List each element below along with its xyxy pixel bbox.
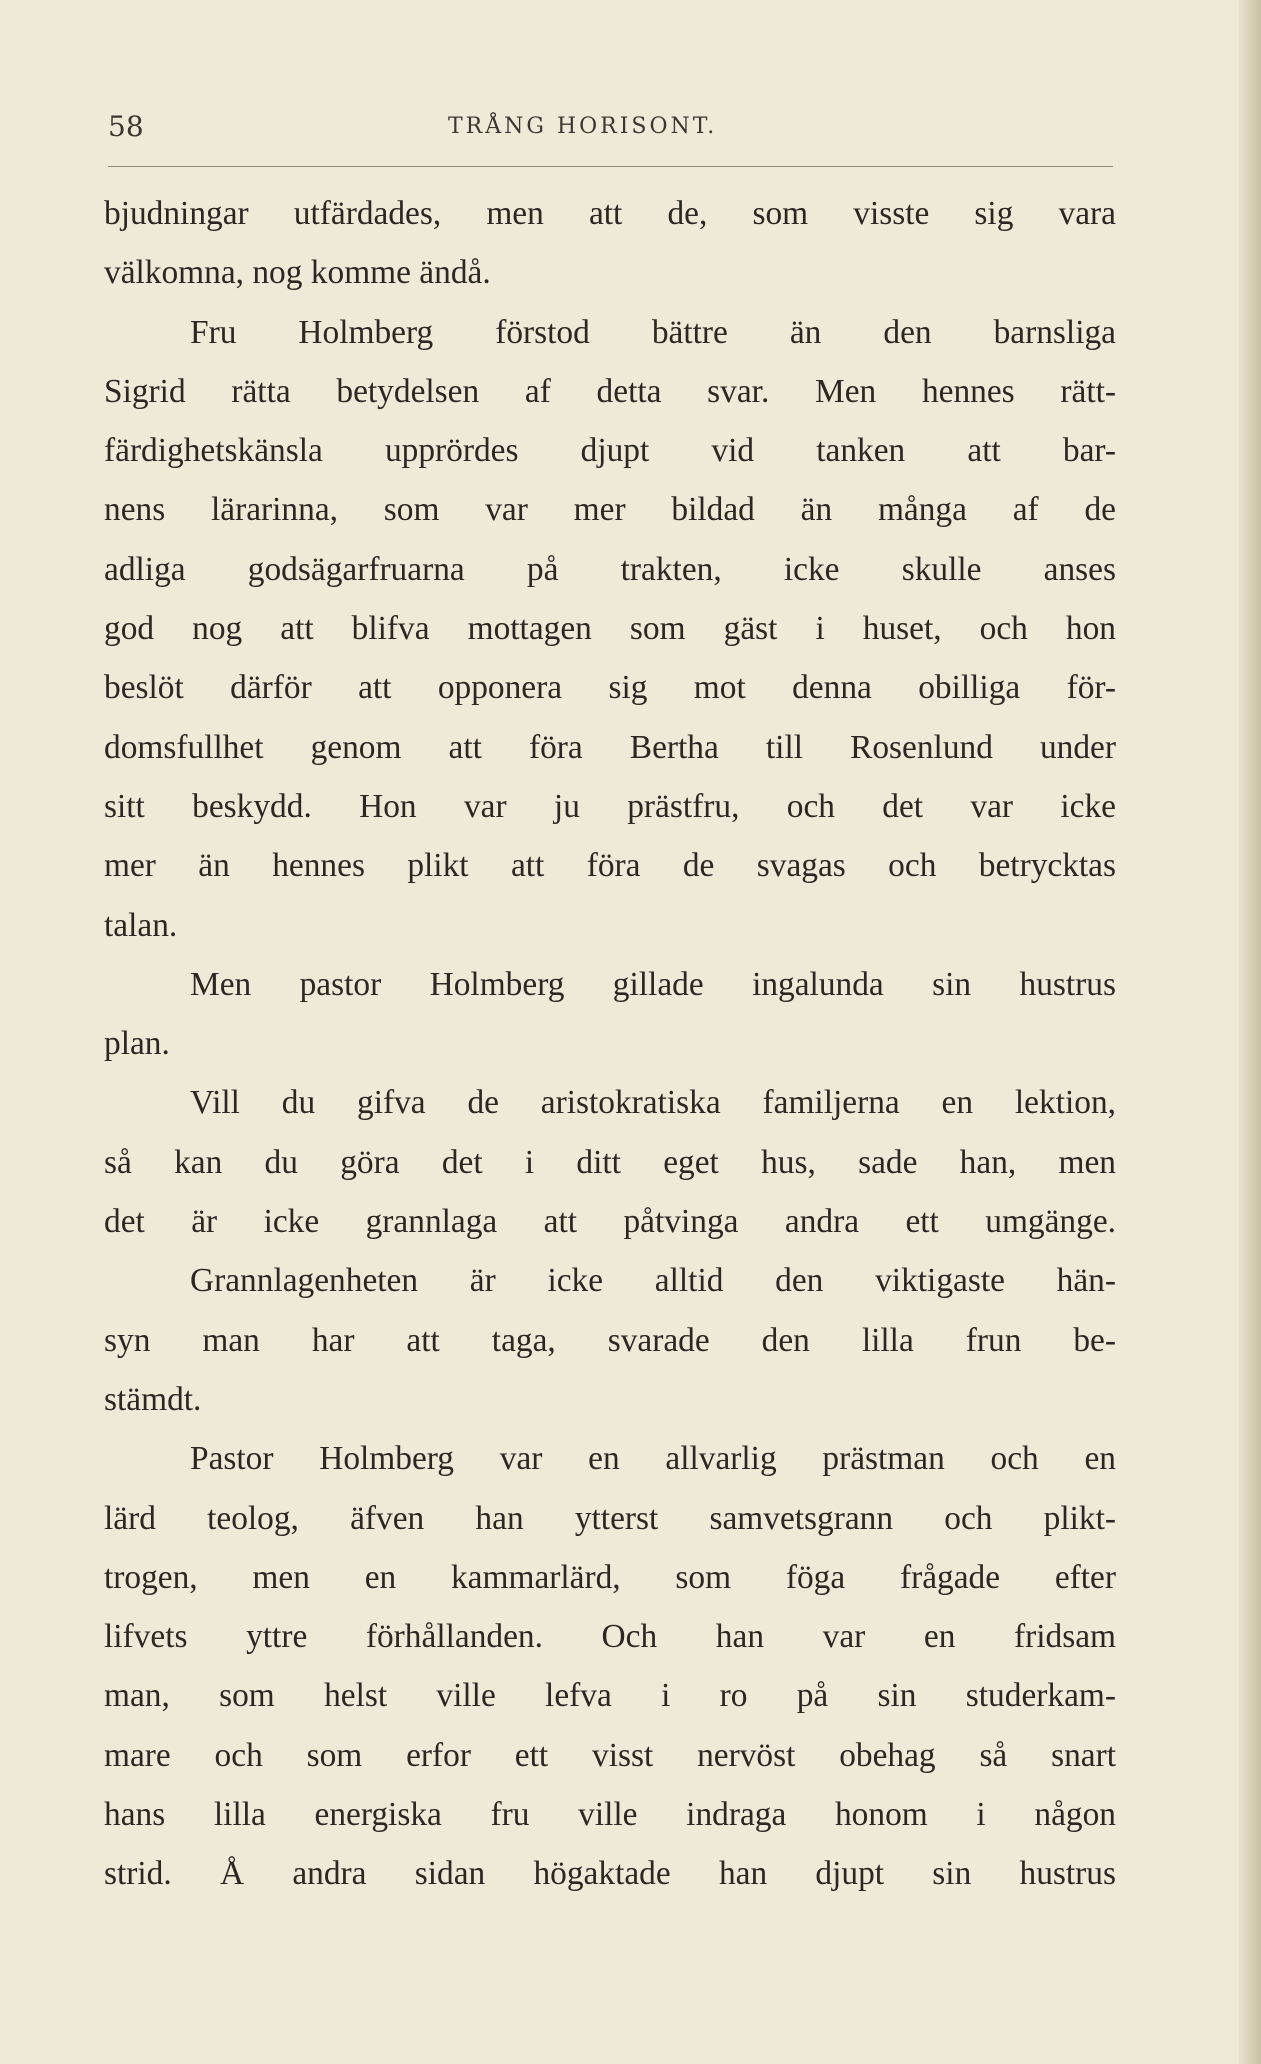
text-line: syn man har att taga, svarade den lilla frun be-: [104, 1321, 1116, 1359]
text-line: adliga godsägarfruarna på trakten, icke skulle anses: [104, 550, 1116, 588]
text-line: det är icke grannlaga att påtvinga andra ett umgänge.: [104, 1203, 1116, 1241]
text-line: Men pastor Holmberg gillade ingalunda sin hustrus: [190, 965, 1116, 1003]
text-line: Pastor Holmberg var en allvarlig prästman och en: [190, 1440, 1116, 1478]
body-text: [104, 184, 1116, 1904]
running-title: TRÅNG HORISONT.: [448, 114, 718, 139]
text-line: strid. Å andra sidan högaktade han djupt sin hustrus: [104, 1855, 1116, 1893]
text-line: beslöt därför att opponera sig mot denna obilliga för-: [104, 669, 1116, 707]
text-line: domsfullhet genom att föra Bertha till Rosenlund under: [104, 728, 1116, 766]
text-line: så kan du göra det i ditt eget hus, sade han, men: [104, 1143, 1116, 1181]
text-line: mare och som erfor ett visst nervöst obehag så snart: [104, 1736, 1116, 1774]
page-spine-edge: [1239, 0, 1261, 2064]
text-line: nens lärarinna, som var mer bildad än många af de: [104, 491, 1116, 529]
text-line: färdighetskänsla upprördes djupt vid tanken att bar-: [104, 432, 1116, 470]
text-line: välkomna, nog komme ändå.: [104, 254, 491, 292]
text-line: Sigrid rätta betydelsen af detta svar. Men hennes rätt-: [104, 372, 1116, 410]
text-line: hans lilla energiska fru ville indraga honom i någon: [104, 1796, 1116, 1834]
text-line: plan.: [104, 1025, 170, 1063]
text-line: bjudningar utfärdades, men att de, som visste sig vara: [104, 195, 1116, 232]
text-line: stämdt.: [104, 1380, 202, 1418]
text-line: Grannlagenheten är icke alltid den viktigaste hän-: [190, 1262, 1116, 1300]
text-line: trogen, men en kammarlärd, som föga frågade efter: [104, 1558, 1116, 1596]
text-line: mer än hennes plikt att föra de svagas och betrycktas: [104, 847, 1116, 885]
page-header: [108, 110, 1118, 150]
page-number: 58: [108, 110, 144, 143]
text-line: lifvets yttre förhållanden. Och han var en fridsam: [104, 1618, 1116, 1656]
text-line: lärd teolog, äfven han ytterst samvetsgrann och plikt-: [104, 1499, 1116, 1537]
text-line: Vill du gifva de aristokratiska familjerna en lektion,: [190, 1084, 1116, 1122]
text-line: Fru Holmberg förstod bättre än den barnsliga: [190, 313, 1116, 351]
text-line: sitt beskydd. Hon var ju prästfru, och det var icke: [104, 787, 1116, 825]
header-divider: [108, 166, 1113, 167]
text-line: man, som helst ville lefva i ro på sin studerkam-: [104, 1677, 1116, 1715]
text-line: god nog att blifva mottagen som gäst i huset, och hon: [104, 610, 1116, 648]
text-line: talan.: [104, 906, 178, 944]
